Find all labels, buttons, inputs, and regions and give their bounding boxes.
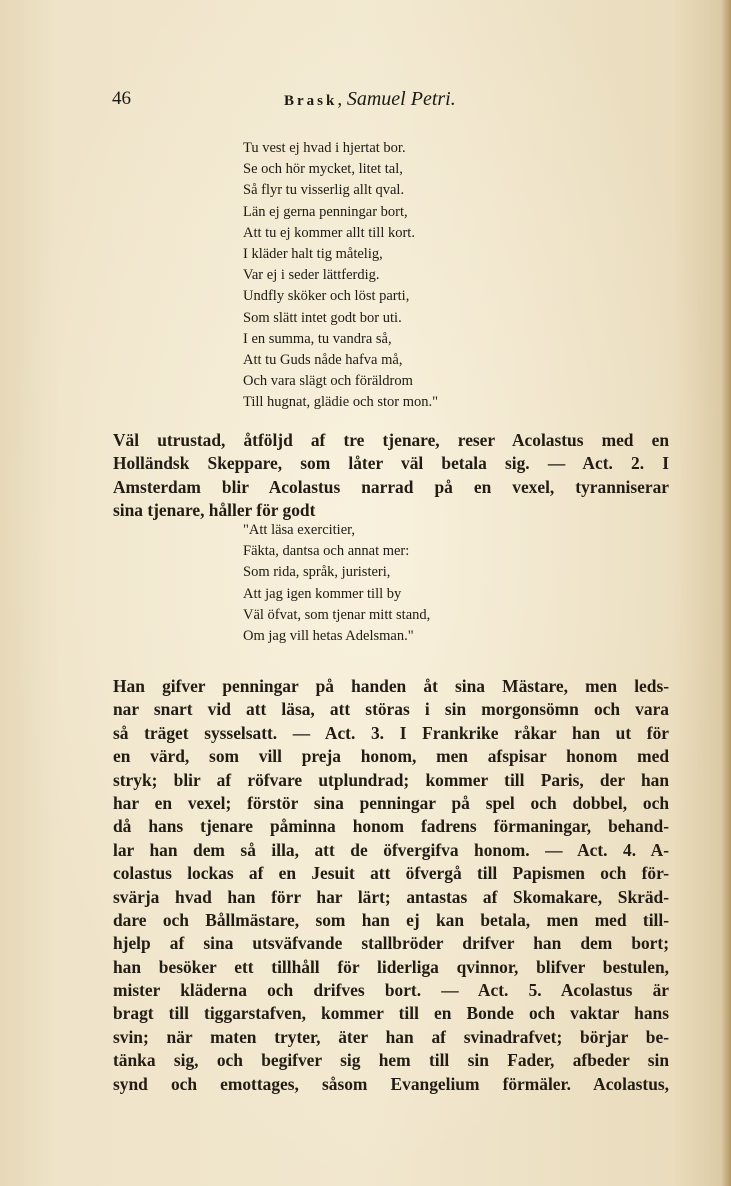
prose-line: Holländsk Skeppare, som låter väl betala sig. — Act. 2. I	[113, 453, 669, 474]
verse-line: "Att läsa exercitier,	[243, 522, 356, 538]
prose-paragraph-1	[113, 429, 669, 523]
page-edge-shadow	[721, 0, 731, 1186]
verse-line: Fäkta, dantsa och annat mer:	[243, 543, 410, 560]
prose-line: Amsterdam blir Acolastus narrad på en vexel, tyranniserar	[113, 476, 669, 497]
prose-line: har en vexel; förstör sina penningar på spel och dobbel, och	[113, 792, 669, 813]
prose-line: hjelp af sina utsväfvande stallbröder drifver han dem bort;	[113, 933, 669, 954]
prose-line: tänka sig, och begifver sig hem till sin Fader, afbeder sin	[113, 1050, 669, 1071]
page-number: 46	[112, 88, 131, 109]
verse-line: Som slätt intet godt bor uti.	[243, 309, 402, 326]
prose-line: så träget sysselsatt. — Act. 3. I Frankrike råkar han ut för	[113, 722, 669, 743]
prose-line: en värd, som vill preja honom, men afspisar honom med	[113, 746, 669, 767]
running-title	[284, 88, 456, 111]
author-name: Brask	[284, 93, 338, 109]
prose-line: då hans tjenare påminna honom fadrens förmaningar, behand-	[113, 816, 669, 837]
verse-line: Undfly sköker och löst parti,	[243, 288, 410, 305]
verse-block-1	[243, 138, 438, 413]
verse-line: Om jag vill hetas Adelsman."	[243, 627, 414, 644]
prose-line: han besöker ett tillhåll för liderliga qvinnor, blifver bestulen,	[113, 956, 669, 977]
verse-line: I en summa, tu vandra så,	[243, 330, 392, 347]
prose-line: colastus lockas af en Jesuit att öfvergå till Papismen och för-	[113, 863, 669, 884]
prose-line: dare och Bållmästare, som han ej kan betala, men med till-	[113, 909, 669, 930]
prose-line: Han gifver penningar på handen åt sina Mästare, men leds-	[113, 676, 669, 696]
running-header	[112, 88, 672, 118]
verse-line: Väl öfvat, som tjenar mitt stand,	[243, 606, 431, 623]
verse-line: Att jag igen kommer till by	[243, 585, 402, 602]
prose-paragraph-2	[113, 675, 669, 1096]
verse-line: Se och hör mycket, litet tal,	[243, 161, 403, 178]
verse-line: Och vara slägt och föräldrom	[243, 373, 413, 390]
verse-line: Som rida, språk, juristeri,	[243, 564, 391, 581]
prose-line: synd och emottages, såsom Evangelium förmäler. Acolastus,	[113, 1073, 669, 1094]
prose-line: bragt till tiggarstafven, kommer till en Bonde och vaktar hans	[113, 1003, 669, 1024]
verse-line: Att tu Guds nåde hafva må,	[243, 351, 403, 368]
prose-line: Väl utrustad, åtföljd af tre tjenare, reser Acolastus med en	[113, 430, 669, 450]
subject-name: Samuel Petri.	[346, 88, 456, 110]
prose-line: lar han dem så illa, att de öfvergifva honom. — Act. 4. A-	[113, 839, 669, 860]
title-separator: ,	[337, 89, 343, 110]
prose-line: svin; när maten tryter, äter han af svinadrafvet; börjar be-	[113, 1026, 669, 1047]
verse-line: Tu vest ej hvad i hjertat bor.	[243, 140, 406, 156]
verse-line: Till hugnat, glädie och stor mon."	[243, 394, 439, 411]
prose-line: mister kläderna och drifves bort. — Act. 5. Acolastus är	[113, 980, 669, 1001]
prose-line: sina tjenare, håller för godt	[113, 500, 316, 521]
prose-line: stryk; blir af röfvare utplundrad; kommer till Paris, der han	[113, 769, 669, 790]
verse-line: Län ej gerna penningar bort,	[243, 203, 408, 220]
prose-line: nar snart vid att läsa, att störas i sin morgonsömn och vara	[113, 699, 669, 720]
verse-line: I kläder halt tig måtelig,	[243, 245, 383, 262]
verse-line: Så flyr tu visserlig allt qval.	[243, 182, 405, 199]
prose-line: svärja hvad han förr har lärt; antastas af Skomakare, Skräd-	[113, 886, 669, 907]
verse-line: Var ej i seder lättferdig.	[243, 267, 380, 284]
verse-line: Att tu ej kommer allt till kort.	[243, 224, 415, 241]
verse-block-2	[243, 520, 430, 647]
